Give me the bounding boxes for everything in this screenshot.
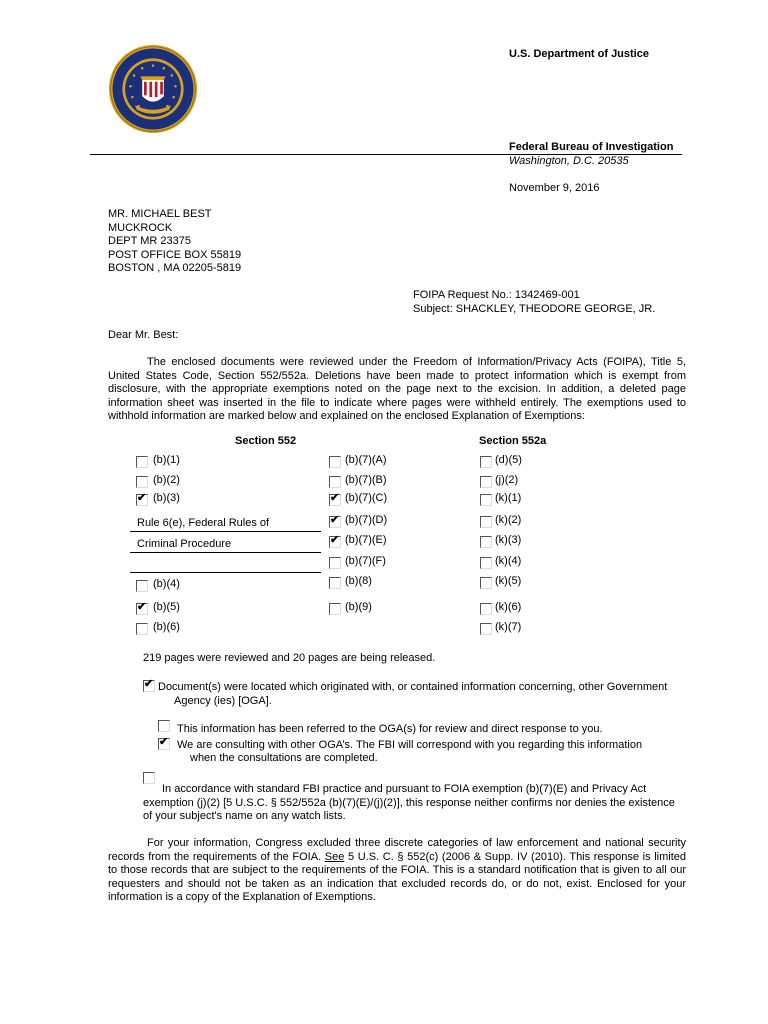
exemption-label: (b)(6) <box>153 621 180 633</box>
see-citation: See <box>324 850 345 863</box>
checkbox-oga-referred[interactable] <box>158 720 170 732</box>
checkmark-icon: ✔ <box>330 514 340 526</box>
checkmark-icon: ✔ <box>330 534 340 546</box>
intro-paragraph: The enclosed documents were reviewed under the Freedom of Information/Privacy Acts (FOIPA), Title 5, United States Code, Section 552/552a. Deletions have been made to protect information which is exempt from disclosure, with the appropriate exemptions noted on the page next to the excision. In addition, a deleted page information sheet was inserted in the file to indicate where pages were withheld entirely. The exemptions used to withhold information are marked below and explained on the enclosed Explanation of Exemptions: <box>108 356 686 422</box>
watch-list-line2: exemption (j)(2) [5 U.S.C. § 552/552a (b)(7)(E)/(j)(2)], this response neither confirms nor denies the existence <box>143 797 675 809</box>
exemption-label: (j)(2) <box>495 474 519 486</box>
fbi-seal-logo <box>108 44 198 134</box>
exemption-label: (k)(3) <box>495 534 522 546</box>
rule-underline <box>130 572 321 573</box>
exemption-label: (k)(4) <box>495 555 522 567</box>
checkbox-j2[interactable] <box>480 476 492 488</box>
salutation: Dear Mr. Best: <box>108 329 179 341</box>
watch-list-line1: In accordance with standard FBI practice and pursuant to FOIA exemption (b)(7)(E) and Privacy Act <box>162 783 647 795</box>
closing-text: For your information, Congress excluded three discrete categories of law enforcement and national security records from the requirements of the FOIA. <box>108 837 686 863</box>
watch-list-line3: of your subject's name on any watch lists. <box>143 810 346 822</box>
section-552-title: Section 552 <box>235 435 297 447</box>
bureau-name: Federal Bureau of Investigation <box>509 141 674 153</box>
request-number: FOIPA Request No.: 1342469-001 <box>413 289 580 301</box>
oga-consulting-line1: We are consulting with other OGA’s. The FBI will correspond with you regarding this information <box>177 739 643 751</box>
exemption-label: (b)(9) <box>345 601 372 613</box>
checkbox-watch-list[interactable] <box>143 772 155 784</box>
address-line: POST OFFICE BOX 55819 <box>108 248 242 261</box>
exemption-label: (b)(5) <box>153 601 180 613</box>
exemption-label: (b)(7)(F) <box>345 555 386 567</box>
pages-reviewed-text: 219 pages were reviewed and 20 pages are being released. <box>143 652 436 664</box>
exemption-label: (k)(1) <box>495 492 522 504</box>
checkbox-oga-consulting[interactable] <box>158 738 170 750</box>
rule-underline <box>130 531 321 532</box>
checkbox-oga-documents[interactable] <box>143 680 155 692</box>
letter-date: November 9, 2016 <box>509 182 600 194</box>
exemption-label: (b)(7)(D) <box>345 514 388 526</box>
checkbox-b8[interactable] <box>329 577 341 589</box>
checkmark-icon: ✔ <box>330 492 340 504</box>
checkbox-b4[interactable] <box>136 580 148 592</box>
rule-6e-line1: Rule 6(e), Federal Rules of <box>137 517 270 529</box>
exemption-label: (k)(5) <box>495 575 522 587</box>
bureau-location: Washington, D.C. 20535 <box>509 155 629 167</box>
checkbox-b7b[interactable] <box>329 476 341 488</box>
section-552a-title: Section 552a <box>479 435 547 447</box>
checkmark-icon: ✔ <box>137 492 147 504</box>
exemption-label: (d)(5) <box>495 454 522 466</box>
exemption-label: (b)(3) <box>153 492 180 504</box>
exemption-label: (b)(7)(C) <box>345 492 388 504</box>
address-line: MR. MICHAEL BEST <box>108 208 212 220</box>
checkbox-k7[interactable] <box>480 623 492 635</box>
exemption-label: (k)(6) <box>495 601 522 613</box>
exemption-label: (k)(7) <box>495 621 522 633</box>
checkbox-b5[interactable] <box>136 603 148 615</box>
oga-documents-line1: Document(s) were located which originated with, or contained information concerning, other Government <box>158 681 668 693</box>
address-line: DEPT MR 23375 <box>108 235 191 247</box>
checkbox-b9[interactable] <box>329 603 341 615</box>
exemption-label: (b)(8) <box>345 575 372 587</box>
checkbox-b7c[interactable] <box>329 494 341 506</box>
request-subject: Subject: SHACKLEY, THEODORE GEORGE, JR. <box>413 303 656 315</box>
checkbox-b2[interactable] <box>136 476 148 488</box>
checkbox-b3[interactable] <box>136 494 148 506</box>
oga-documents-line2: Agency (ies) [OGA]. <box>174 695 272 707</box>
checkbox-b7e[interactable] <box>329 536 341 548</box>
checkbox-k5[interactable] <box>480 577 492 589</box>
checkbox-b7a[interactable] <box>329 456 341 468</box>
rule-underline <box>130 552 321 553</box>
checkbox-d5[interactable] <box>480 456 492 468</box>
checkbox-b7f[interactable] <box>329 557 341 569</box>
checkmark-icon: ✔ <box>144 678 154 690</box>
checkbox-k1[interactable] <box>480 494 492 506</box>
closing-text: 5 U.S. C. § 552(c) (2006 & Supp. IV (2010). This response is limited to those records that are subject to the requirements of the FOIA. This is a standard notification that is given to all our requesters and should not be taken as an indication that excluded records do, or do not, exist. Enclosed for your information is a copy of the Explanation of Exemptions. <box>108 850 686 903</box>
exemption-label: (b)(7)(B) <box>345 474 387 486</box>
checkmark-icon: ✔ <box>159 736 169 748</box>
rule-6e-line2: Criminal Procedure <box>137 538 232 550</box>
checkbox-k3[interactable] <box>480 536 492 548</box>
exemption-label: (k)(2) <box>495 514 522 526</box>
exemption-label: (b)(7)(A) <box>345 454 387 466</box>
exemption-label: (b)(2) <box>153 474 180 486</box>
checkbox-b6[interactable] <box>136 623 148 635</box>
closing-paragraph <box>108 837 686 905</box>
checkbox-k6[interactable] <box>480 603 492 615</box>
checkbox-b1[interactable] <box>136 456 148 468</box>
oga-consulting-line2: when the consultations are completed. <box>190 752 378 764</box>
address-line: BOSTON , MA 02205-5819 <box>108 262 242 274</box>
department-name: U.S. Department of Justice <box>509 48 649 60</box>
exemption-label: (b)(1) <box>153 454 180 466</box>
exemption-label: (b)(7)(E) <box>345 534 387 546</box>
exemption-label: (b)(4) <box>153 578 180 590</box>
oga-referred-text: This information has been referred to the OGA(s) for review and direct response to you. <box>177 723 603 735</box>
recipient-address <box>108 208 241 276</box>
checkbox-k4[interactable] <box>480 557 492 569</box>
checkbox-k2[interactable] <box>480 516 492 528</box>
checkbox-b7d[interactable] <box>329 516 341 528</box>
checkmark-icon: ✔ <box>137 601 147 613</box>
address-line: MUCKROCK <box>108 221 173 234</box>
